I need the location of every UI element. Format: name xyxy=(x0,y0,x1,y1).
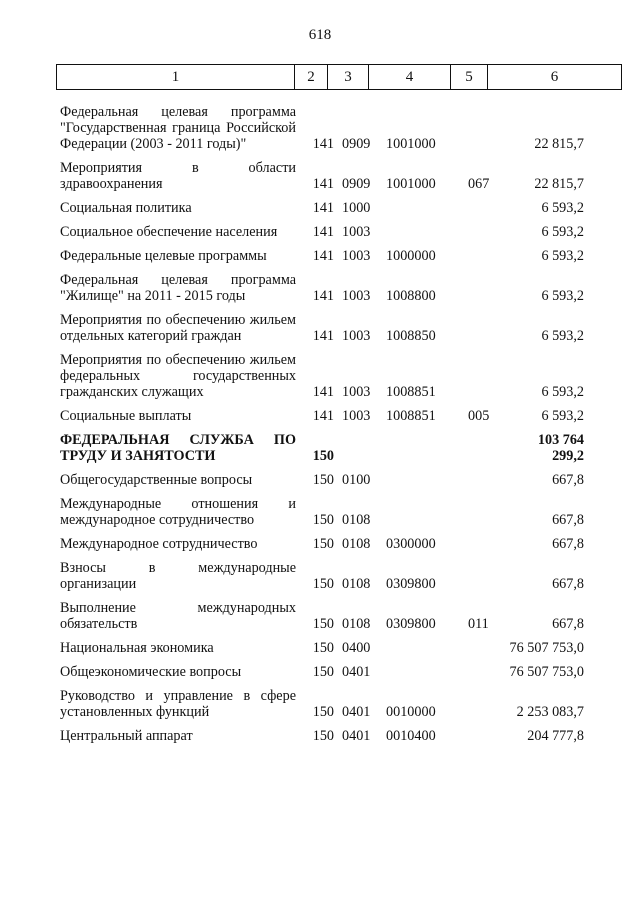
row-ministry-code: 141 xyxy=(312,248,334,264)
column-header-4: 4 xyxy=(369,65,451,90)
row-amount: 6 593,2 xyxy=(541,408,584,424)
table-row xyxy=(56,560,596,592)
row-amount: 22 815,7 xyxy=(534,136,584,152)
row-name: Национальная экономика xyxy=(60,640,214,656)
table-row xyxy=(56,664,596,680)
row-section-code: 1003 xyxy=(342,328,371,344)
row-name: Социальные выплаты xyxy=(60,408,192,424)
table-row xyxy=(56,160,596,192)
row-amount: 6 593,2 xyxy=(541,224,584,240)
row-target-code: 1000000 xyxy=(386,248,436,264)
row-ministry-code: 141 xyxy=(312,136,334,152)
row-ministry-code: 150 xyxy=(312,640,334,656)
table-row xyxy=(56,408,596,424)
row-ministry-code: 150 xyxy=(312,448,334,464)
row-ministry-code: 150 xyxy=(312,512,334,528)
row-name: Федеральная целевая программа "Жилище" на 2011 - 2015 годы xyxy=(60,272,296,304)
row-name: Взносы в международные организации xyxy=(60,560,296,592)
table-row xyxy=(56,728,596,744)
row-amount: 6 593,2 xyxy=(541,288,584,304)
row-name: ФЕДЕРАЛЬНАЯ СЛУЖБА ПО ТРУДУ И ЗАНЯТОСТИ xyxy=(60,432,296,464)
row-section-code: 0108 xyxy=(342,512,371,528)
column-header-3: 3 xyxy=(328,65,369,90)
row-ministry-code: 150 xyxy=(312,664,334,680)
row-amount: 204 777,8 xyxy=(527,728,584,744)
row-amount: 76 507 753,0 xyxy=(509,640,584,656)
row-amount: 667,8 xyxy=(552,576,584,592)
row-ministry-code: 141 xyxy=(312,384,334,400)
row-expense-type: 011 xyxy=(468,616,489,632)
row-section-code: 1003 xyxy=(342,248,371,264)
row-target-code: 0309800 xyxy=(386,616,436,632)
row-target-code: 1008851 xyxy=(386,408,436,424)
row-section-code: 0909 xyxy=(342,136,371,152)
table-row xyxy=(56,200,596,216)
table-row xyxy=(56,600,596,632)
row-ministry-code: 150 xyxy=(312,728,334,744)
row-name: Социальное обеспечение населения xyxy=(60,224,278,240)
row-target-code: 1001000 xyxy=(386,136,436,152)
table-row xyxy=(56,352,596,400)
row-name: Мероприятия по обеспечению жильем федеральных государственных гражданских служащих xyxy=(60,352,296,400)
column-header-6: 6 xyxy=(488,65,622,90)
table-row xyxy=(56,224,596,240)
row-amount: 6 593,2 xyxy=(541,384,584,400)
row-amount: 6 593,2 xyxy=(541,328,584,344)
row-ministry-code: 141 xyxy=(312,200,334,216)
table-row xyxy=(56,472,596,488)
row-target-code: 0309800 xyxy=(386,576,436,592)
row-name: Мероприятия в области здравоохранения xyxy=(60,160,296,192)
row-target-code: 1008850 xyxy=(386,328,436,344)
row-section-code: 1003 xyxy=(342,288,371,304)
row-target-code: 1001000 xyxy=(386,176,436,192)
row-name: Федеральная целевая программа "Государственная граница Российской Федерации (2003 - 2011 годы)" xyxy=(60,104,296,152)
column-header-row xyxy=(57,65,622,90)
row-ministry-code: 150 xyxy=(312,704,334,720)
row-target-code: 0300000 xyxy=(386,536,436,552)
row-target-code: 0010000 xyxy=(386,704,436,720)
row-section-code: 0108 xyxy=(342,616,371,632)
row-amount: 76 507 753,0 xyxy=(509,664,584,680)
row-name: Общегосударственные вопросы xyxy=(60,472,253,488)
row-expense-type: 067 xyxy=(468,176,490,192)
section-header-row xyxy=(56,432,596,464)
table-row xyxy=(56,104,596,152)
row-section-code: 1003 xyxy=(342,384,371,400)
row-amount: 103 764 299,2 xyxy=(537,432,584,464)
column-header-1: 1 xyxy=(57,65,295,90)
row-target-code: 1008800 xyxy=(386,288,436,304)
row-name: Социальная политика xyxy=(60,200,192,216)
row-target-code: 1008851 xyxy=(386,384,436,400)
row-amount: 667,8 xyxy=(552,616,584,632)
row-name: Международное сотрудничество xyxy=(60,536,258,552)
column-header-2: 2 xyxy=(295,65,328,90)
row-section-code: 1003 xyxy=(342,224,371,240)
table-row xyxy=(56,640,596,656)
table-row xyxy=(56,536,596,552)
table-row xyxy=(56,496,596,528)
row-amount: 2 253 083,7 xyxy=(516,704,584,720)
row-section-code: 1000 xyxy=(342,200,371,216)
row-target-code: 0010400 xyxy=(386,728,436,744)
row-section-code: 1003 xyxy=(342,408,371,424)
row-section-code: 0401 xyxy=(342,664,371,680)
row-name: Выполнение международных обязательств xyxy=(60,600,296,632)
row-expense-type: 005 xyxy=(468,408,490,424)
column-header-5: 5 xyxy=(451,65,488,90)
row-section-code: 0100 xyxy=(342,472,371,488)
row-name: Мероприятия по обеспечению жильем отдельных категорий граждан xyxy=(60,312,296,344)
row-name: Руководство и управление в сфере установленных функций xyxy=(60,688,296,720)
row-section-code: 0909 xyxy=(342,176,371,192)
row-amount: 6 593,2 xyxy=(541,200,584,216)
row-amount: 667,8 xyxy=(552,472,584,488)
row-section-code: 0108 xyxy=(342,576,371,592)
table-row xyxy=(56,312,596,344)
row-section-code: 0401 xyxy=(342,728,371,744)
row-ministry-code: 150 xyxy=(312,472,334,488)
row-amount: 667,8 xyxy=(552,536,584,552)
row-ministry-code: 150 xyxy=(312,576,334,592)
row-amount: 22 815,7 xyxy=(534,176,584,192)
row-ministry-code: 150 xyxy=(312,536,334,552)
page-number: 618 xyxy=(308,27,332,43)
row-section-code: 0108 xyxy=(342,536,371,552)
row-name: Международные отношения и международное сотрудничество xyxy=(60,496,296,528)
budget-rows xyxy=(56,104,596,752)
row-section-code: 0401 xyxy=(342,704,371,720)
table-row xyxy=(56,272,596,304)
row-ministry-code: 141 xyxy=(312,176,334,192)
table-row xyxy=(56,248,596,264)
row-ministry-code: 141 xyxy=(312,224,334,240)
row-amount: 667,8 xyxy=(552,512,584,528)
row-ministry-code: 141 xyxy=(312,328,334,344)
row-name: Федеральные целевые программы xyxy=(60,248,267,264)
row-amount: 6 593,2 xyxy=(541,248,584,264)
row-section-code: 0400 xyxy=(342,640,371,656)
row-name: Центральный аппарат xyxy=(60,728,193,744)
row-ministry-code: 141 xyxy=(312,408,334,424)
row-name: Общеэкономические вопросы xyxy=(60,664,242,680)
row-ministry-code: 141 xyxy=(312,288,334,304)
row-ministry-code: 150 xyxy=(312,616,334,632)
column-header-table xyxy=(56,64,622,90)
table-row xyxy=(56,688,596,720)
